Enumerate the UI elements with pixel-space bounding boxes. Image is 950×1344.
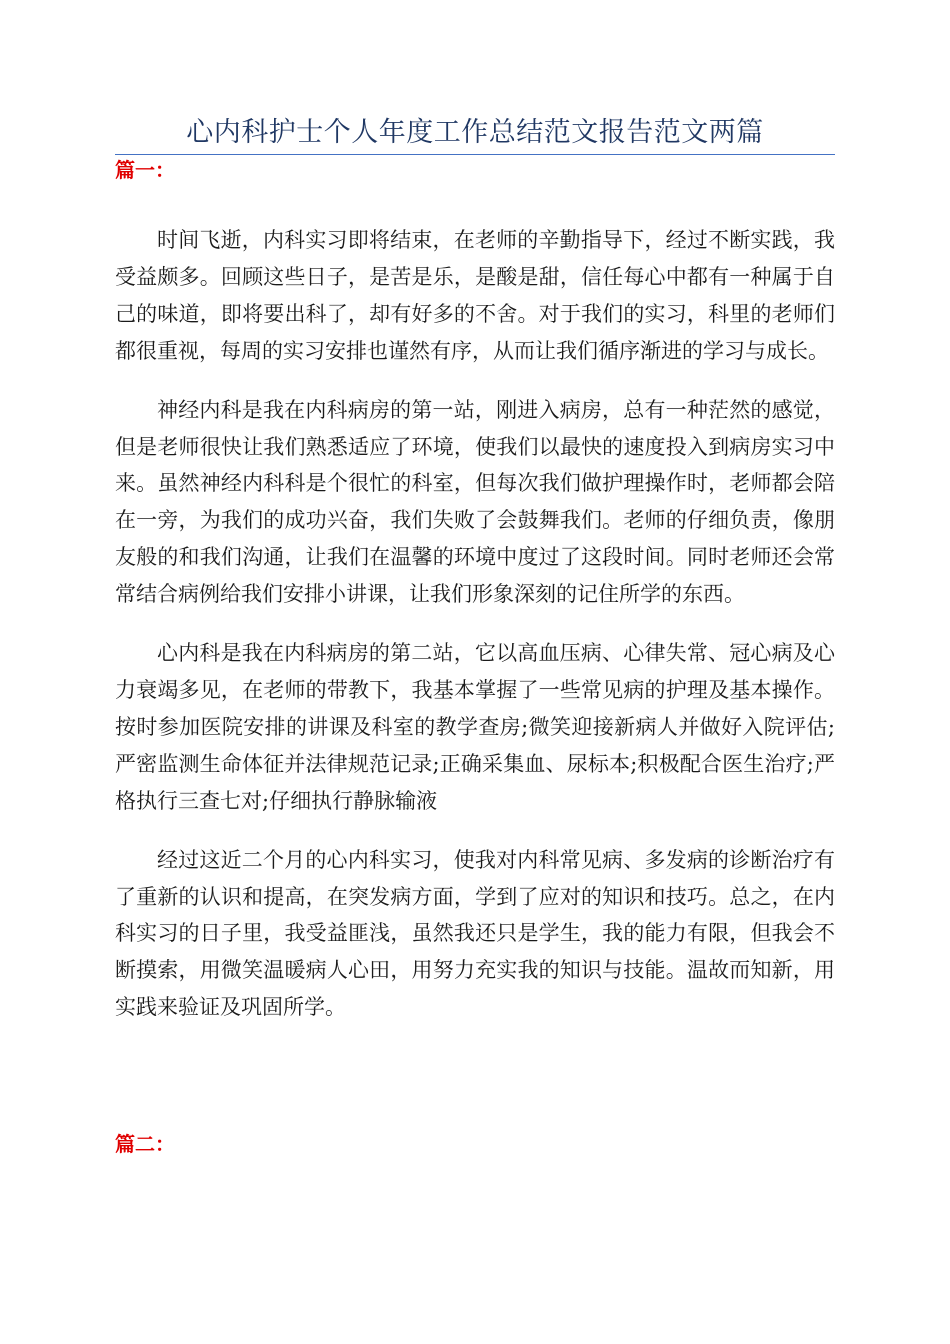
section-heading-2: 篇二： — [115, 1132, 175, 1156]
document-title: 心内科护士个人年度工作总结范文报告范文两篇 — [186, 117, 764, 148]
section-heading-1: 篇一： — [115, 158, 175, 182]
paragraph-4: 经过这近二个月的心内科实习，使我对内科常见病、多发病的诊断治疗有了重新的认识和提高，在突发病方面，学到了应对的知识和技巧。总之，在内科实习的日子里，我受益匪浅，虽然我还只是学生，我的能力有限，但我会不断摸索，用微笑温暖病人心田，用努力充实我的知识与技能。温故而知新，用实践来验证及巩固所学。 — [115, 847, 835, 1020]
paragraph-3: 心内科是我在内科病房的第二站，它以高血压病、心律失常、冠心病及心力衰竭多见，在老师的带教下，我基本掌握了一些常见病的护理及基本操作。按时参加医院安排的讲课及科室的教学查房;微笑迎接新病人并做好入院评估;严密监测生命体征并法律规范记录;正确采集血、尿标本;积极配合医生治疗;严格执行三查七对;仔细执行静脉输液 — [115, 641, 835, 813]
section-1-body — [115, 222, 835, 1048]
paragraph-1: 时间飞逝，内科实习即将结束，在老师的辛勤指导下，经过不断实践，我受益颇多。回顾这些日子，是苦是乐，是酸是甜，信任每心中都有一种属于自己的味道，即将要出科了，却有好多的不舍。对于我们的实习，科里的老师们都很重视，每周的实习安排也谨然有序，从而让我们循序渐进的学习与成长。 — [115, 228, 835, 363]
title-underline — [115, 154, 835, 155]
paragraph-2: 神经内科是我在内科病房的第一站，刚进入病房，总有一种茫然的感觉，但是老师很快让我们熟悉适应了环境，使我们以最快的速度投入到病房实习中来。虽然神经内科科是个很忙的科室，但每次我们做护理操作时，老师都会陪在一旁，为我们的成功兴奋，我们失败了会鼓舞我们。老师的仔细负责，像朋友般的和我们沟通，让我们在温馨的环境中度过了这段时间。同时老师还会常常结合病例给我们安排小讲课，让我们形象深刻的记住所学的东西。 — [115, 397, 835, 607]
